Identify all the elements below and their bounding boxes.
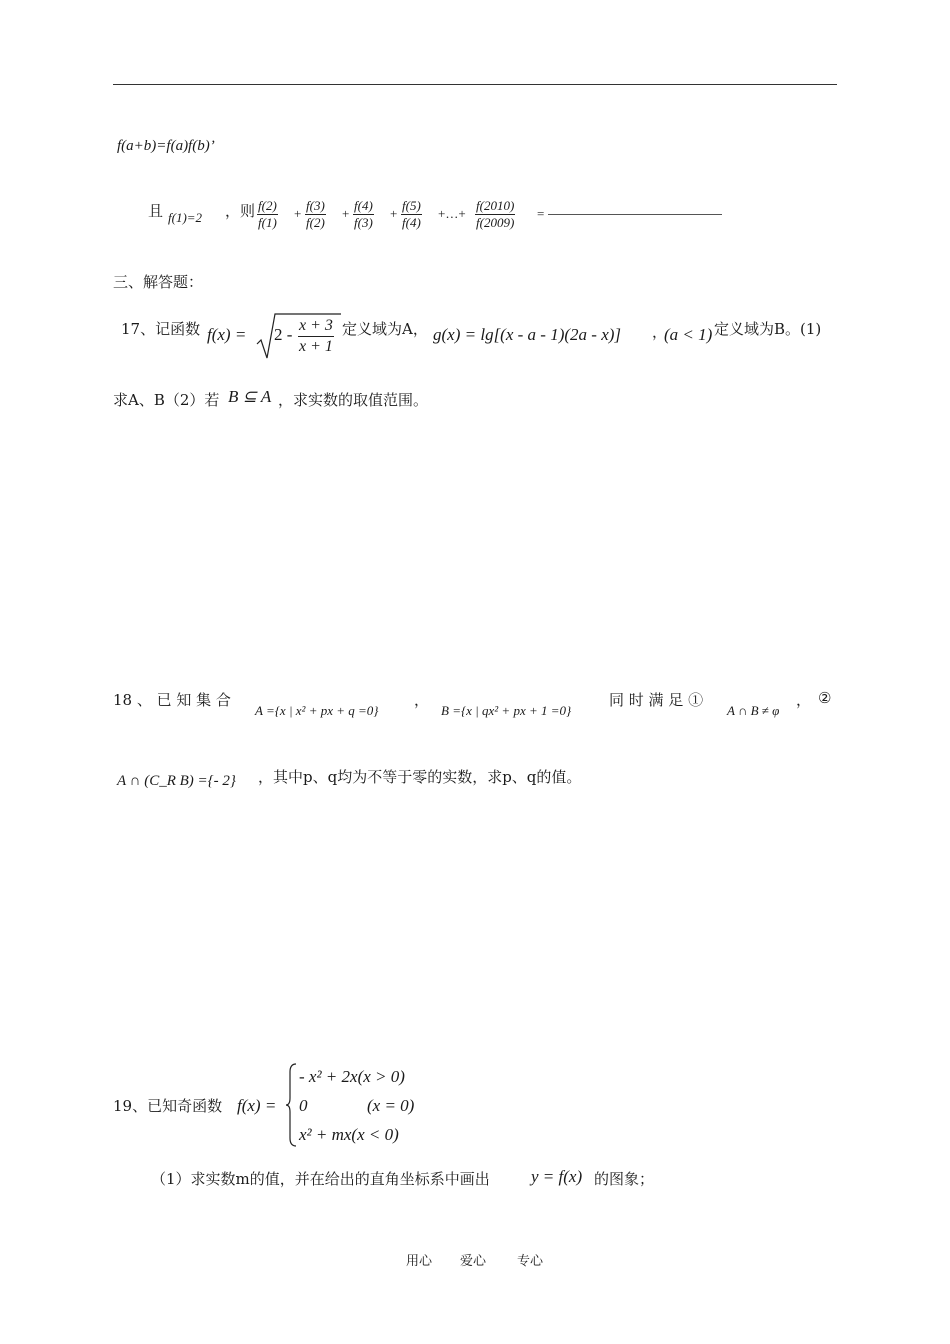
q18-circled-two: ② (818, 689, 832, 707)
q16-fraction: $\frac{f(4)}{f(3)}$ (354, 198, 373, 230)
q18-condition-2: A ∩ (C_R B) ={- 2} (117, 773, 236, 789)
q17-subset: B ⊆ A (228, 387, 272, 406)
q16-fraction: $\frac{f(5)}{f(4)}$ (402, 198, 421, 230)
q17-domain-b: 定义域为B。(1) (714, 320, 822, 338)
footer-item: 爱心 (460, 1254, 487, 1269)
q16-answer-blank (548, 214, 722, 215)
q17-g-expr: g(x) = lg[(x - a - 1)(2a - x)] (433, 325, 622, 344)
q16-then: ，则 (225, 202, 256, 220)
footer-item: 专心 (517, 1254, 544, 1269)
q16-ellipsis: +…+ (438, 206, 466, 221)
q17-sqrt-lead: 2 - (274, 325, 293, 344)
q18-set-b: B ={x | qx² + px + 1 =0} (441, 703, 572, 718)
q19-label: 19、已知奇函数 (113, 1097, 223, 1115)
q18-rest: ，其中p、q均为不等于零的实数，求p、q的值。 (258, 768, 582, 786)
header-rule (113, 84, 837, 85)
footer-item: 用心 (406, 1254, 433, 1269)
q18-condition-text: 同 时 满 足 ① (609, 691, 704, 709)
q19-case-3: x² + mx(x < 0) (299, 1125, 399, 1144)
q18-comma: ， (796, 691, 812, 709)
q17-f-lhs: f(x) = (207, 325, 247, 344)
q19-sub1-b: 的图象； (594, 1170, 655, 1188)
section-heading: 三、解答题： (113, 273, 204, 291)
q17-fraction: $\frac{x + 3}{x + 1}$ (299, 317, 333, 355)
q16-functional-equation: f(a+b)=f(a)f(b)’ (117, 138, 215, 154)
q16-fraction: $\frac{f(2)}{f(1)}$ (258, 198, 277, 230)
q19-case-1: - x² + 2x(x > 0) (299, 1067, 405, 1086)
q16-equals: = (537, 206, 545, 221)
q17-condition: (a < 1) (664, 325, 713, 344)
q19-case-2: 0 (x = 0) (299, 1096, 415, 1115)
q16-plus: + (390, 206, 398, 221)
q16-given-expr: f(1)=2 (168, 210, 203, 225)
q16-plus: + (294, 206, 302, 221)
q16-given-prefix: 且 (148, 202, 164, 220)
q17-comma: ， (652, 323, 668, 341)
q19-f-lhs: f(x) = (237, 1096, 277, 1115)
q18-set-a: A ={x | x² + px + q =0} (255, 703, 379, 718)
q19-sub1-expr: y = f(x) (531, 1167, 583, 1186)
q17-line2-a: 求A、B（2）若 (113, 391, 220, 409)
q16-fraction: $\frac{f(3)}{f(2)}$ (306, 198, 325, 230)
q16-plus: + (342, 206, 350, 221)
q18-comma: ， (414, 691, 430, 709)
q18-condition-1: A ∩ B ≠ φ (727, 703, 780, 718)
q17-label: 17、记函数 (121, 320, 201, 338)
q17-line2-b: ，求实数的取值范围。 (278, 391, 429, 409)
q17-domain-a: 定义域为A， (342, 320, 428, 338)
q16-fraction: $\frac{f(2010)}{f(2009)}$ (476, 198, 515, 230)
q19-sub1-a: （1）求实数m的值，并在给出的直角坐标系中画出 (151, 1170, 490, 1188)
q18-label: 18 、 已 知 集 合 (113, 691, 231, 709)
piecewise-brace-icon (286, 1062, 298, 1148)
